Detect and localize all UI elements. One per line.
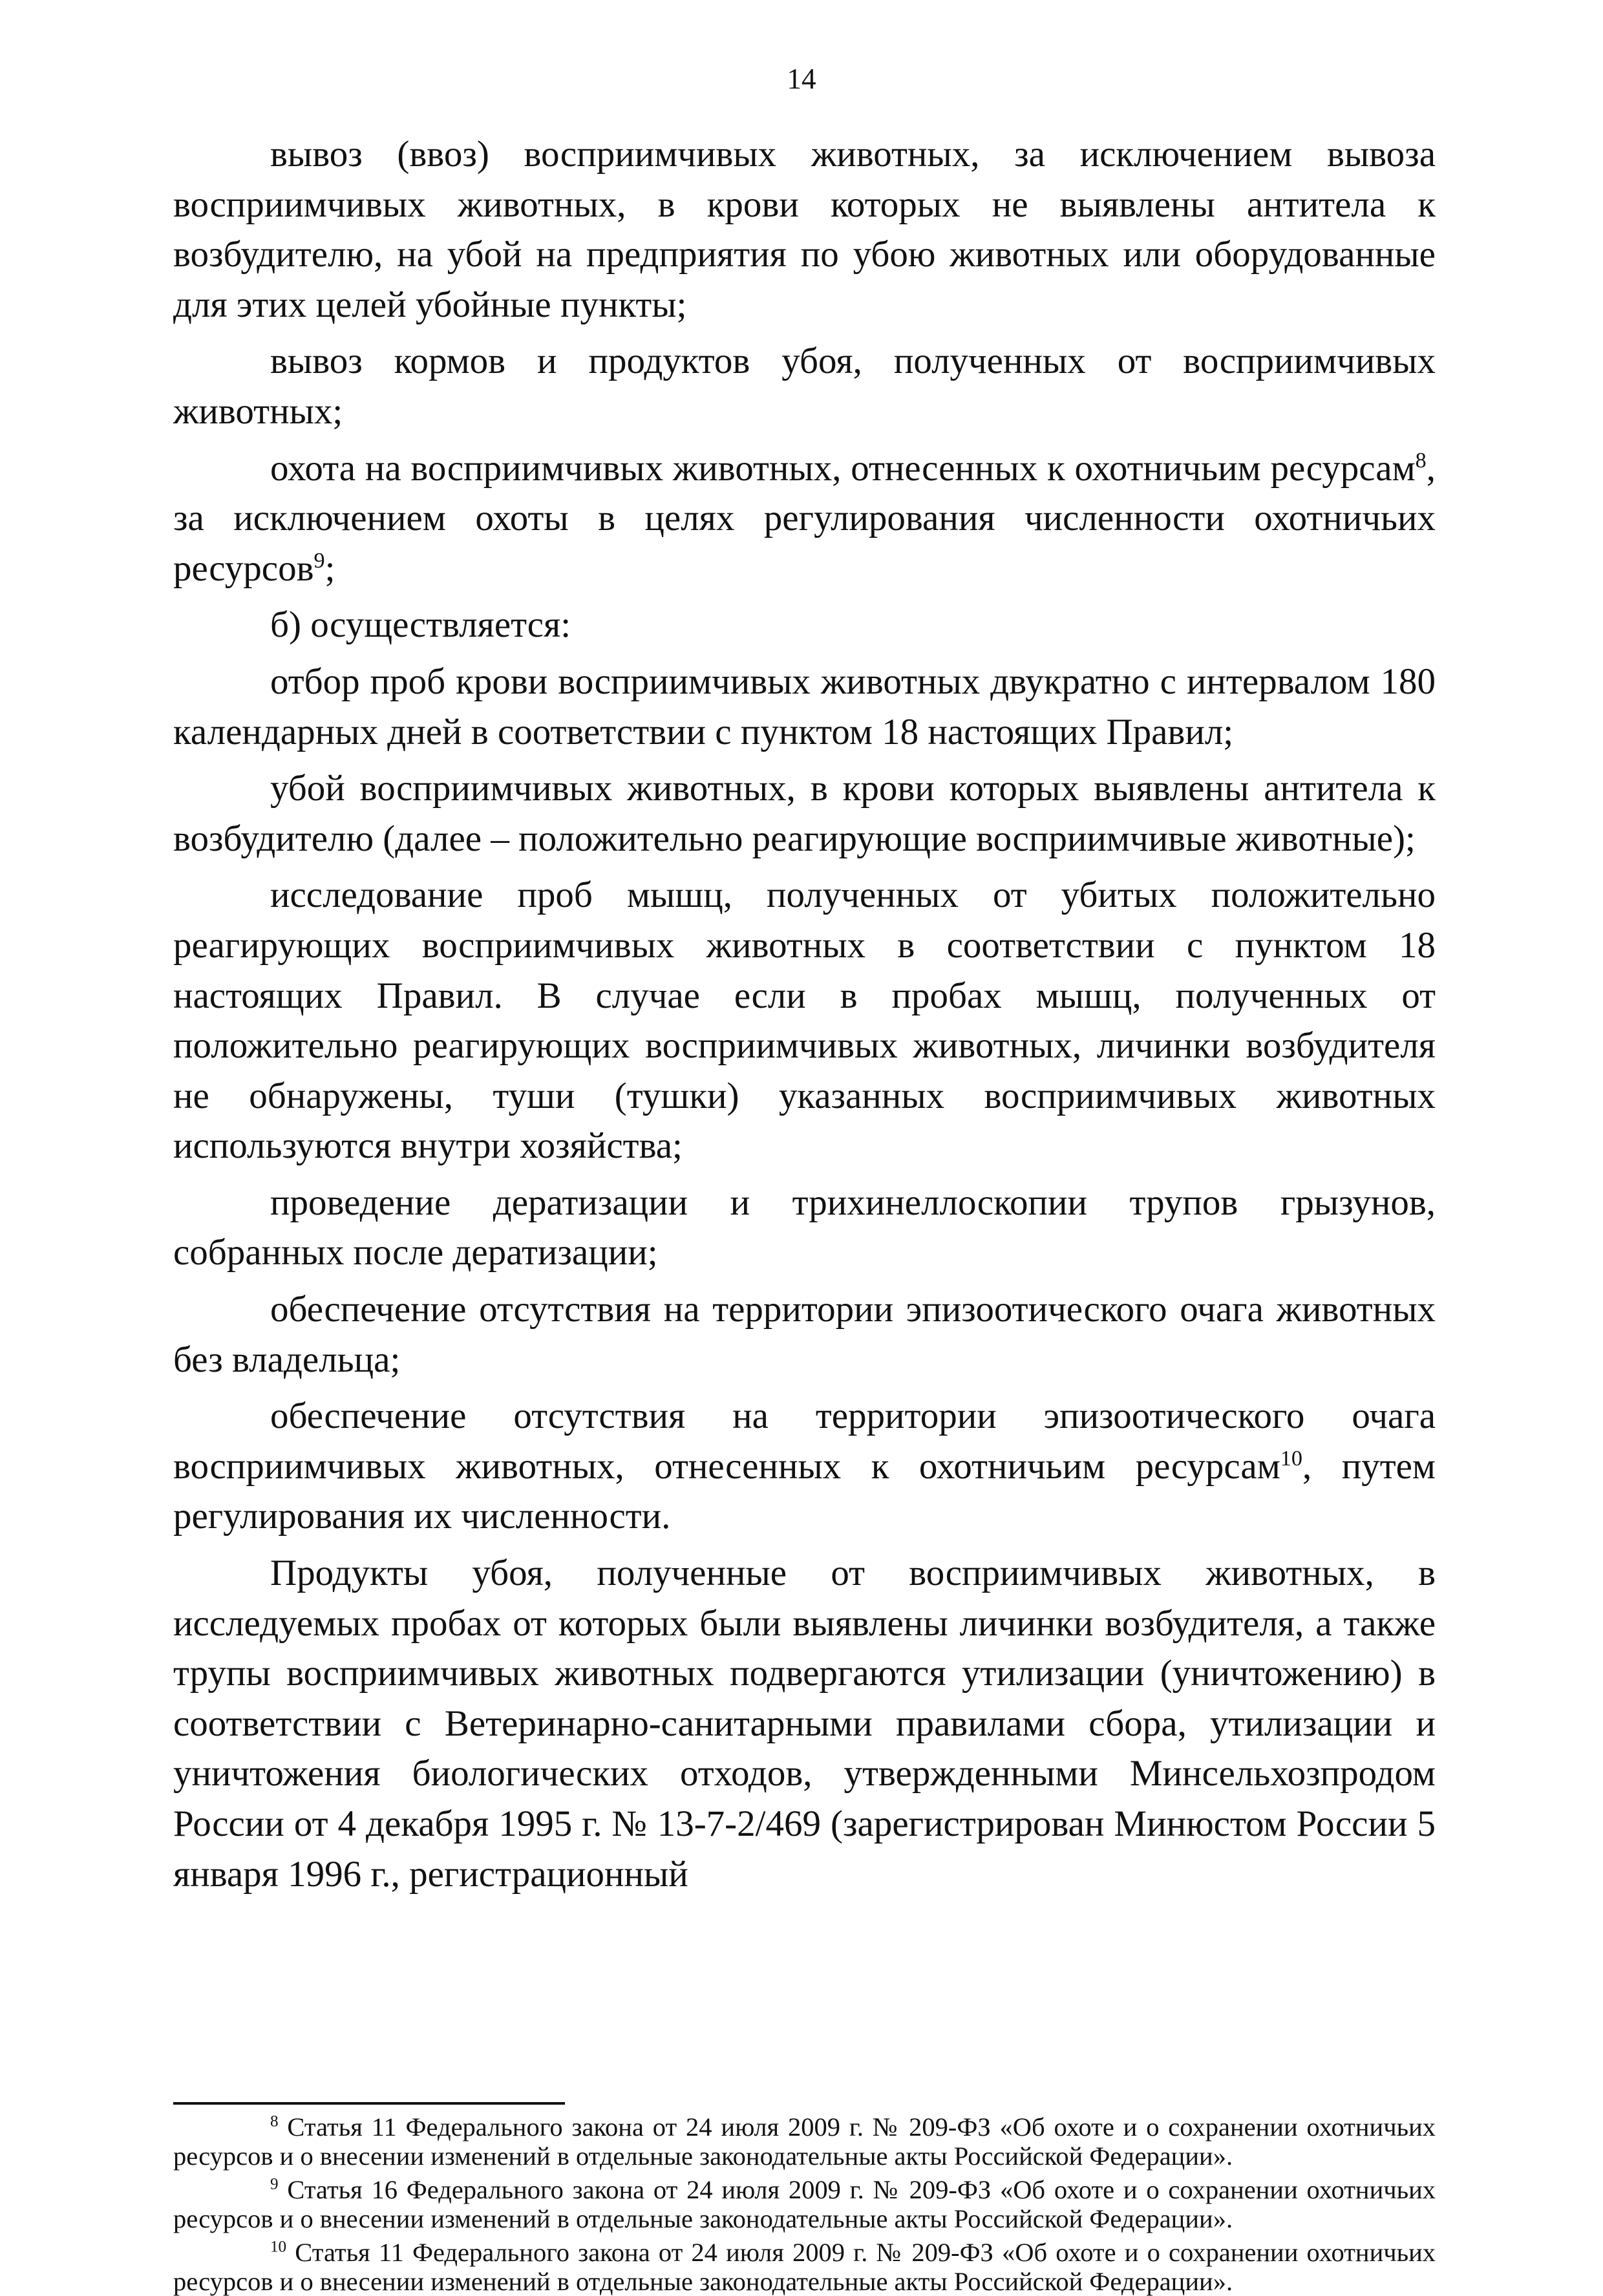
footnote-text: Статья 11 Федерального закона от 24 июля 2009 г. № 209-ФЗ «Об охоте и о сохранении охотничьих ресурсов и о внесении изменений в отдельные законодательные акты Российской Федерации». bbox=[173, 2112, 1436, 2171]
document-body bbox=[173, 129, 1436, 1899]
paragraph bbox=[173, 129, 1436, 330]
paragraph-text: , за исключением охоты в целях регулирования численности охотничьих ресурсов bbox=[173, 447, 1436, 589]
paragraph-text: б) осуществляется: bbox=[270, 604, 571, 646]
paragraph bbox=[173, 1284, 1436, 1385]
footnote-text: Статья 16 Федерального закона от 24 июля 2009 г. № 209-ФЗ «Об охоте и о сохранении охотничьих ресурсов и о внесении изменений в отдельные законодательные акты Российской Федерации». bbox=[173, 2175, 1436, 2233]
paragraph bbox=[173, 870, 1436, 1171]
paragraph-text: проведение дератизации и трихинеллоскопии трупов грызунов, собранных после дератизации; bbox=[173, 1182, 1436, 1273]
paragraph bbox=[173, 1548, 1436, 1899]
footnote-divider bbox=[173, 2102, 565, 2105]
paragraph bbox=[173, 1178, 1436, 1278]
footnotes bbox=[173, 2112, 1436, 2296]
footnote-ref-9[interactable]: 9 bbox=[313, 548, 325, 573]
paragraph-text: Продукты убоя, полученные от восприимчивых животных, в исследуемых пробах от которых были выявлены личинки возбудителя, а также трупы восприимчивых животных подвергаются утилизации (уничтожению) в соответствии с Ветеринарно-санитарными правилами сбора, утилизации и уничтожения биологических отходов, утвержденными Минсельхозпродом России от 4 декабря 1995 г. № 13-7-2/469 (зарегистрирован Минюстом России 5 января 1996 г., регистрационный bbox=[173, 1553, 1436, 1895]
footnote-mark: 10 bbox=[270, 2238, 287, 2256]
paragraph bbox=[173, 336, 1436, 436]
paragraph-text: убой восприимчивых животных, в крови которых выявлены антитела к возбудителю (далее – положительно реагирующие восприимчивые животные); bbox=[173, 768, 1436, 859]
footnote-8 bbox=[173, 2112, 1436, 2171]
footnote-mark: 9 bbox=[270, 2175, 279, 2193]
paragraph-text: исследование проб мышц, полученных от убитых положительно реагирующих восприимчивых животных в соответствии с пунктом 18 настоящих Правил. В случае если в пробах мышц, полученных от положительно реагирующих восприимчивых животных, личинки возбудителя не обнаружены, туши (тушки) указанных восприимчивых животных используются внутри хозяйства; bbox=[173, 875, 1436, 1167]
footnote-10 bbox=[173, 2238, 1436, 2296]
paragraph-text: ; bbox=[324, 547, 335, 589]
page-number: 14 bbox=[787, 63, 816, 95]
paragraph bbox=[173, 600, 1436, 650]
paragraph-text: вывоз (ввоз) восприимчивых животных, за исключением вывоза восприимчивых животных, в крови которых не выявлены антитела к возбудителю, на убой на предприятия по убою животных или оборудованные для этих целей убойные пункты; bbox=[173, 134, 1436, 325]
paragraph bbox=[173, 1391, 1436, 1542]
paragraph-text: отбор проб крови восприимчивых животных двукратно с интервалом 180 календарных дней в соответствии с пунктом 18 настоящих Правил; bbox=[173, 661, 1436, 752]
paragraph bbox=[173, 443, 1436, 594]
footnote-9 bbox=[173, 2175, 1436, 2233]
footnote-text: Статья 11 Федерального закона от 24 июля 2009 г. № 209-ФЗ «Об охоте и о сохранении охотничьих ресурсов и о внесении изменений в отдельные законодательные акты Российской Федерации». bbox=[173, 2238, 1436, 2296]
footnote-mark: 8 bbox=[270, 2112, 279, 2131]
paragraph bbox=[173, 763, 1436, 864]
footnote-ref-8[interactable]: 8 bbox=[1415, 448, 1427, 473]
paragraph-text: охота на восприимчивых животных, отнесенных к охотничьим ресурсам bbox=[270, 447, 1416, 489]
paragraph-text: обеспечение отсутствия на территории эпизоотического очага восприимчивых животных, отнесенных к охотничьим ресурсам bbox=[173, 1396, 1436, 1487]
paragraph-text: , путем регулирования их численности. bbox=[173, 1445, 1436, 1537]
paragraph-text: вывоз кормов и продуктов убоя, полученных от восприимчивых животных; bbox=[173, 341, 1436, 432]
footnote-ref-10[interactable]: 10 bbox=[1280, 1446, 1302, 1471]
paragraph-text: обеспечение отсутствия на территории эпизоотического очага животных без владельца; bbox=[173, 1289, 1436, 1380]
paragraph bbox=[173, 657, 1436, 757]
